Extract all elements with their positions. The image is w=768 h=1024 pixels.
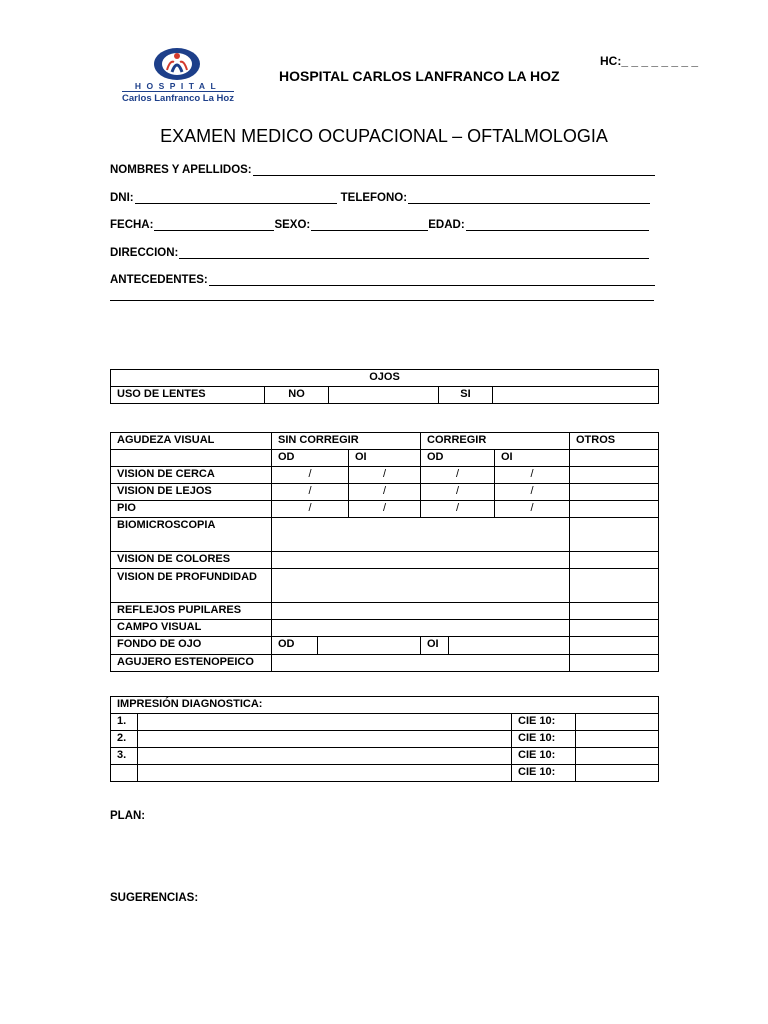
oi-subheader: OI xyxy=(495,450,570,467)
cie-cell[interactable] xyxy=(576,765,659,782)
agujero-label: AGUJERO ESTENOPEICO xyxy=(111,655,272,672)
vision-lejos-c-od[interactable]: / xyxy=(421,484,495,501)
pio-label: PIO xyxy=(111,501,272,518)
otros-subheader[interactable] xyxy=(570,450,659,467)
sexo-line[interactable] xyxy=(311,218,428,231)
fecha-sexo-edad-row[interactable] xyxy=(110,215,653,231)
sexo-label: SEXO: xyxy=(274,219,311,231)
vision-profundidad-cell[interactable] xyxy=(272,569,570,603)
agujero-otros[interactable] xyxy=(570,655,659,672)
otros-header: OTROS xyxy=(570,433,659,450)
vision-lejos-sc-od[interactable]: / xyxy=(272,484,349,501)
vision-lejos-sc-oi[interactable]: / xyxy=(349,484,421,501)
uso-lentes-label: USO DE LENTES xyxy=(111,387,265,404)
vision-cerca-c-od[interactable]: / xyxy=(421,467,495,484)
lentes-si-cell[interactable] xyxy=(493,387,659,404)
fecha-label: FECHA: xyxy=(110,219,154,231)
cie-cell[interactable] xyxy=(576,731,659,748)
diagnostico-number-blank xyxy=(111,765,138,782)
diagnostico-table xyxy=(110,696,659,782)
fondo-od-cell[interactable] xyxy=(318,637,420,654)
vision-lejos-otros[interactable] xyxy=(570,484,659,501)
vision-cerca-sc-od[interactable]: / xyxy=(272,467,349,484)
biomicroscopia-cell[interactable] xyxy=(272,518,570,552)
nombres-field[interactable] xyxy=(110,160,659,176)
fondo-oi-group xyxy=(421,637,570,655)
fondo-ojo-otros[interactable] xyxy=(570,637,659,655)
diagnostico-number: 1. xyxy=(111,714,138,731)
hospital-name: HOSPITAL CARLOS LANFRANCO LA HOZ xyxy=(279,68,560,84)
vision-lejos-label: VISION DE LEJOS xyxy=(111,484,272,501)
diagnostico-cell[interactable] xyxy=(138,765,512,782)
logo-divider xyxy=(122,91,234,92)
hospital-logo xyxy=(118,44,238,110)
vision-colores-cell[interactable] xyxy=(272,552,570,569)
dni-label: DNI: xyxy=(110,192,134,204)
reflejos-otros[interactable] xyxy=(570,603,659,620)
cie-label: CIE 10: xyxy=(512,765,576,782)
pio-sc-od[interactable]: / xyxy=(272,501,349,518)
campo-visual-otros[interactable] xyxy=(570,620,659,637)
pio-otros[interactable] xyxy=(570,501,659,518)
biomicroscopia-otros[interactable] xyxy=(570,518,659,552)
lentes-si-label: SI xyxy=(439,387,493,404)
oi-subheader: OI xyxy=(349,450,421,467)
antecedentes-field[interactable] xyxy=(110,270,659,286)
fondo-od-group xyxy=(272,637,421,655)
vision-colores-otros[interactable] xyxy=(570,552,659,569)
diagnostico-cell[interactable] xyxy=(138,748,512,765)
sin-corregir-header: SIN CORREGIR xyxy=(272,433,421,450)
hospital-logo-icon xyxy=(118,44,238,80)
pio-c-oi[interactable]: / xyxy=(495,501,570,518)
exam-title: EXAMEN MEDICO OCUPACIONAL – OFTALMOLOGIA xyxy=(160,126,608,146)
logo-name: Carlos Lanfranco La Hoz xyxy=(122,93,234,104)
campo-visual-cell[interactable] xyxy=(272,620,570,637)
pio-sc-oi[interactable]: / xyxy=(349,501,421,518)
direccion-line[interactable] xyxy=(179,246,649,259)
cie-label: CIE 10: xyxy=(512,731,576,748)
antecedentes-line[interactable] xyxy=(209,273,655,286)
direccion-field[interactable] xyxy=(110,243,653,259)
direccion-label: DIRECCION: xyxy=(110,247,179,259)
vision-cerca-label: VISION DE CERCA xyxy=(111,467,272,484)
sugerencias-label: SUGERENCIAS: xyxy=(110,892,199,904)
plan-label: PLAN: xyxy=(110,810,146,822)
diagnostico-cell[interactable] xyxy=(138,731,512,748)
logo-word: HOSPITAL xyxy=(134,81,222,91)
nombres-line[interactable] xyxy=(253,163,655,176)
fondo-ojo-label: FONDO DE OJO xyxy=(111,637,272,655)
cie-label: CIE 10: xyxy=(512,748,576,765)
fondo-oi-cell[interactable] xyxy=(449,637,569,654)
biomicroscopia-label: BIOMICROSCOPIA xyxy=(111,518,272,552)
fondo-oi-label: OI xyxy=(421,637,449,654)
diagnostico-number: 3. xyxy=(111,748,138,765)
vision-cerca-otros[interactable] xyxy=(570,467,659,484)
dni-line[interactable] xyxy=(135,191,337,204)
lentes-no-cell[interactable] xyxy=(329,387,439,404)
cie-label: CIE 10: xyxy=(512,714,576,731)
ojos-title: OJOS xyxy=(111,370,659,387)
vision-profundidad-otros[interactable] xyxy=(570,569,659,603)
antecedentes-label: ANTECEDENTES: xyxy=(110,274,208,286)
od-subheader: OD xyxy=(421,450,495,467)
vision-profundidad-label: VISION DE PROFUNDIDAD xyxy=(111,569,272,603)
cie-cell[interactable] xyxy=(576,714,659,731)
hc-field[interactable]: HC:_ _ _ _ _ _ _ _ xyxy=(600,54,699,68)
diagnostico-number: 2. xyxy=(111,731,138,748)
edad-label: EDAD: xyxy=(428,219,465,231)
corregir-header: CORREGIR xyxy=(421,433,570,450)
fondo-od-label: OD xyxy=(272,637,318,654)
reflejos-label: REFLEJOS PUPILARES xyxy=(111,603,272,620)
dni-field[interactable] xyxy=(110,188,654,204)
agudeza-header: AGUDEZA VISUAL xyxy=(111,433,272,450)
campo-visual-label: CAMPO VISUAL xyxy=(111,620,272,637)
agudeza-table xyxy=(110,432,659,672)
ojos-table xyxy=(110,369,659,404)
fecha-line[interactable] xyxy=(154,218,274,231)
diagnostico-title: IMPRESIÓN DIAGNOSTICA: xyxy=(111,697,659,714)
vision-cerca-sc-oi[interactable]: / xyxy=(349,467,421,484)
agujero-cell[interactable] xyxy=(272,655,570,672)
vision-colores-label: VISION DE COLORES xyxy=(111,552,272,569)
telefono-label: TELEFONO: xyxy=(340,192,408,204)
vision-lejos-c-oi[interactable]: / xyxy=(495,484,570,501)
diagnostico-cell[interactable] xyxy=(138,714,512,731)
od-subheader: OD xyxy=(272,450,349,467)
edad-line[interactable] xyxy=(466,218,649,231)
reflejos-cell[interactable] xyxy=(272,603,570,620)
vision-cerca-c-oi[interactable]: / xyxy=(495,467,570,484)
telefono-line[interactable] xyxy=(408,191,650,204)
lentes-no-label: NO xyxy=(265,387,329,404)
nombres-label: NOMBRES Y APELLIDOS: xyxy=(110,164,252,176)
antecedentes-line-2[interactable] xyxy=(110,300,654,301)
agudeza-subheader-blank xyxy=(111,450,272,467)
pio-c-od[interactable]: / xyxy=(421,501,495,518)
cie-cell[interactable] xyxy=(576,748,659,765)
